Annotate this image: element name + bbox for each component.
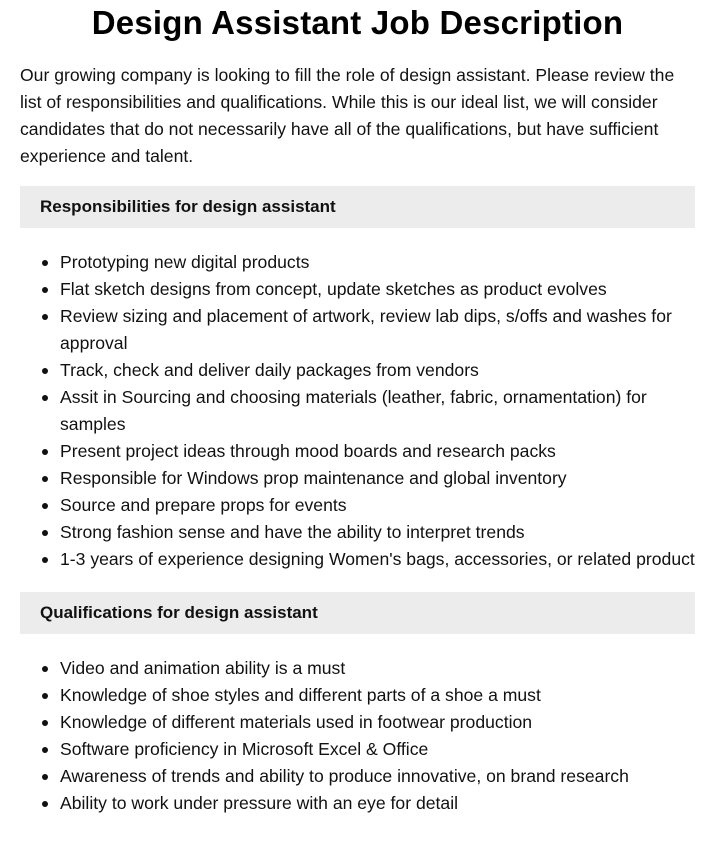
list-item (60, 655, 695, 682)
bullet-icon (42, 666, 48, 672)
bullet-icon (42, 557, 48, 563)
qualifications-heading: Qualifications for design assistant (20, 592, 695, 634)
list-item-text: Responsible for Windows prop maintenance and global inventory (60, 468, 567, 488)
list-item-text: Ability to work under pressure with an eye for detail (60, 793, 459, 813)
bullet-icon (42, 693, 48, 699)
qualifications-list (20, 655, 695, 817)
list-item (60, 465, 695, 492)
list-item (60, 682, 695, 709)
list-item (60, 709, 695, 736)
list-item (60, 546, 695, 573)
list-item-text: Awareness of trends and ability to produce innovative, on brand research (60, 766, 629, 786)
responsibilities-list (20, 249, 695, 573)
bullet-icon (42, 260, 48, 266)
bullet-icon (42, 530, 48, 536)
list-item (60, 438, 695, 465)
bullet-icon (42, 747, 48, 753)
list-item-text: Track, check and deliver daily packages from vendors (60, 360, 479, 380)
list-item (60, 492, 695, 519)
list-item (60, 357, 695, 384)
list-item-text: Flat sketch designs from concept, update sketches as product evolves (60, 279, 607, 299)
bullet-icon (42, 449, 48, 455)
list-item (60, 276, 695, 303)
list-item-text: 1-3 years of experience designing Women's bags, accessories, or related product (60, 549, 695, 569)
bullet-icon (42, 801, 48, 807)
list-item (60, 303, 695, 357)
list-item-text: Knowledge of different materials used in footwear production (60, 712, 533, 732)
list-item (60, 790, 695, 817)
bullet-icon (42, 476, 48, 482)
bullet-icon (42, 720, 48, 726)
list-item-text: Video and animation ability is a must (60, 658, 346, 678)
intro-paragraph: Our growing company is looking to fill the role of design assistant. Please review the list of responsibilities and qualifications. While this is our ideal list, we will consider candidates that do not necessarily have all of the qualifications, but have sufficient experience and talent. (20, 65, 675, 166)
list-item-text: Present project ideas through mood boards and research packs (60, 441, 556, 461)
page-title: Design Assistant Job Description (91, 4, 624, 41)
list-item-text: Assit in Sourcing and choosing materials (leather, fabric, ornamentation) for samples (60, 387, 647, 434)
list-item (60, 763, 695, 790)
list-item-text: Source and prepare props for events (60, 495, 347, 515)
bullet-icon (42, 287, 48, 293)
list-item-text: Review sizing and placement of artwork, review lab dips, s/offs and washes for approval (60, 306, 672, 353)
list-item (60, 519, 695, 546)
list-item-text: Prototyping new digital products (60, 252, 310, 272)
list-item (60, 736, 695, 763)
bullet-icon (42, 314, 48, 320)
bullet-icon (42, 395, 48, 401)
responsibilities-heading: Responsibilities for design assistant (20, 186, 695, 228)
list-item-text: Strong fashion sense and have the ability to interpret trends (60, 522, 525, 542)
bullet-icon (42, 774, 48, 780)
list-item (60, 249, 695, 276)
bullet-icon (42, 503, 48, 509)
bullet-icon (42, 368, 48, 374)
list-item-text: Software proficiency in Microsoft Excel & Office (60, 739, 429, 759)
list-item (60, 384, 695, 438)
list-item-text: Knowledge of shoe styles and different parts of a shoe a must (60, 685, 541, 705)
